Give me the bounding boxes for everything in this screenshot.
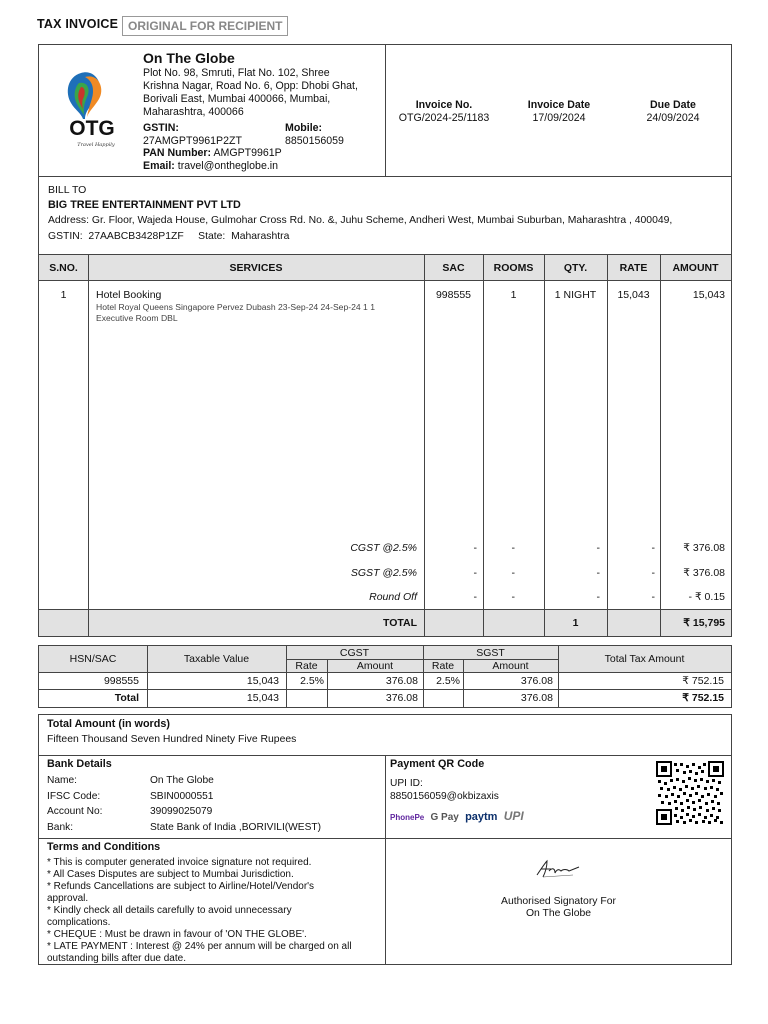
tax-row-sgst-rate: 2.5%: [436, 675, 460, 687]
tax-summary-table: [38, 645, 732, 708]
tax-row-total: ₹ 752.15: [682, 675, 724, 687]
roundoff-rooms: -: [511, 591, 515, 603]
bank-name-value: On The Globe: [150, 775, 214, 786]
services-table: [38, 254, 732, 637]
header-services: SERVICES: [229, 262, 283, 274]
item-sno: 1: [60, 289, 67, 301]
tax-header-sgst: SGST: [476, 647, 505, 659]
bank-payment-section: [38, 755, 732, 839]
tax-header-cgst: CGST: [339, 647, 370, 659]
header-sac: SAC: [442, 262, 465, 274]
bill-to-name: BIG TREE ENTERTAINMENT PVT LTD: [48, 199, 241, 211]
item-sac: 998555: [435, 289, 472, 301]
tax-row-taxable: 15,043: [246, 675, 279, 687]
gstin-value: 27AMGPT9961P2ZT: [143, 134, 242, 147]
email-line: [143, 160, 278, 172]
item-amount: 15,043: [692, 289, 725, 301]
roundoff-rate: -: [651, 591, 655, 603]
tax-header-sgst-rate: Rate: [431, 660, 455, 672]
terms-line: * CHEQUE : Must be drawn in favour of 'ON THE GLOBE'.: [47, 929, 307, 940]
terms-line: approval.: [47, 893, 89, 904]
header-amount: AMOUNT: [672, 262, 719, 274]
payment-apps: [390, 809, 524, 823]
tax-row-sgst-amount: 376.08: [520, 675, 553, 687]
item-qty: 1 NIGHT: [554, 289, 597, 301]
ifsc-label: IFSC Code:: [47, 791, 101, 802]
terms-list: [47, 857, 381, 965]
cgst-sac: -: [473, 542, 477, 554]
column-divider: [88, 255, 89, 636]
company-name: On The Globe: [143, 50, 235, 66]
invoice-date-label: Invoice Date: [527, 99, 591, 111]
roundoff-qty: -: [596, 591, 600, 603]
upi-label: UPI ID:: [390, 778, 423, 789]
tax-total-cgst: 376.08: [385, 692, 418, 704]
column-divider: [385, 756, 386, 838]
roundoff-label: Round Off: [369, 591, 417, 603]
tax-total-sgst: 376.08: [520, 692, 553, 704]
paytm-logo: paytm: [465, 811, 498, 823]
email-label: Email:: [143, 160, 175, 172]
invoice-date-block: [509, 99, 609, 124]
account-label: Account No:: [47, 806, 103, 817]
invoice-number-label: Invoice No.: [415, 99, 473, 111]
cgst-amount: ₹ 376.08: [683, 542, 725, 554]
tax-header-cgst-amount: Amount: [356, 660, 394, 672]
payment-qr-title: Payment QR Code: [390, 758, 485, 770]
tax-header-sgst-amount: Amount: [492, 660, 529, 672]
bill-to-label: BILL TO: [48, 184, 87, 196]
row-divider: [39, 689, 731, 690]
signature-icon: [533, 857, 583, 881]
bank-value: State Bank of India ,BORIVILI(WEST): [150, 822, 321, 833]
sgst-amount: ₹ 376.08: [683, 567, 725, 579]
terms-title: Terms and Conditions: [47, 841, 161, 853]
sgst-sac: -: [473, 567, 477, 579]
terms-line: complications.: [47, 917, 111, 928]
signatory-line2: On The Globe: [525, 908, 592, 919]
company-section: [38, 44, 732, 177]
due-date: 24/09/2024: [646, 111, 700, 124]
bank-title: Bank Details: [47, 758, 112, 770]
cgst-rooms: -: [511, 542, 515, 554]
mobile-block: [285, 122, 344, 147]
header-rooms: ROOMS: [493, 262, 534, 274]
logo-tagline: Travel Happily: [77, 142, 115, 148]
due-date-label: Due Date: [650, 99, 696, 111]
invoice-number-block: [391, 99, 497, 124]
original-badge: ORIGINAL FOR RECIPIENT: [122, 16, 288, 36]
bill-to-gstin: GSTIN: 27AABCB3428P1ZF State: Maharashtra: [48, 231, 290, 242]
roundoff-sac: -: [473, 591, 477, 603]
total-qty: 1: [572, 617, 579, 629]
total-label: TOTAL: [382, 617, 417, 629]
divider: [385, 45, 386, 176]
item-desc-line: Hotel Royal Queens Singapore Pervez Dubash 23-Sep-24 24-Sep-24 1 1: [96, 302, 375, 312]
item-desc-line: Executive Room DBL: [96, 313, 178, 323]
tax-header-taxable: Taxable Value: [183, 653, 250, 665]
words-value: Fifteen Thousand Seven Hundred Ninety Five Rupees: [47, 734, 297, 745]
account-value: 39099025079: [150, 806, 213, 817]
header-sno: S.NO.: [49, 262, 78, 274]
words-label: Total Amount (in words): [47, 718, 170, 730]
sgst-qty: -: [596, 567, 600, 579]
item-title: Hotel Booking: [96, 289, 162, 301]
bill-to-section: [38, 176, 732, 255]
company-logo: [59, 69, 125, 149]
terms-line: * Refunds Cancellations are subject to Airline/Hotel/Vendor's: [47, 881, 315, 892]
tax-header-cgst-rate: Rate: [295, 660, 318, 672]
pan-value: AMGPT9961P: [213, 147, 282, 159]
amount-in-words: [38, 714, 732, 756]
tax-total-amount: ₹ 752.15: [682, 692, 724, 704]
logo-text: OTG: [69, 117, 115, 140]
otg-logo-icon: [59, 69, 125, 149]
invoice-date: 17/09/2024: [532, 111, 586, 124]
terms-line: * All Cases Disputes are subject to Mumbai Jurisdiction.: [47, 869, 294, 880]
total-amount: ₹ 15,795: [683, 617, 725, 629]
payment-qr-code[interactable]: [656, 761, 724, 825]
tax-row-cgst-rate: 2.5%: [300, 675, 324, 687]
tax-total-label: Total: [114, 692, 139, 704]
terms-line: * This is computer generated invoice signature not required.: [47, 857, 312, 868]
sgst-label: SGST @2.5%: [350, 567, 417, 579]
invoice-number: OTG/2024-25/1183: [398, 111, 490, 124]
sgst-rate: -: [651, 567, 655, 579]
gstin-label: GSTIN:: [143, 122, 179, 134]
tax-header-total: Total Tax Amount: [604, 653, 685, 665]
roundoff-amount: - ₹ 0.15: [688, 591, 725, 603]
bank-name-label: Name:: [47, 775, 78, 786]
pan-line: [143, 147, 282, 159]
item-rooms: 1: [510, 289, 517, 301]
ifsc-value: SBIN0000551: [150, 791, 214, 802]
due-date-block: [623, 99, 723, 124]
address-line: Krishna Nagar, Road No. 6, Opp: Dhobi Ghat,: [143, 80, 358, 92]
terms-section: [38, 838, 732, 965]
signatory-line1: Authorised Signatory For: [501, 896, 616, 907]
sgst-rooms: -: [511, 567, 515, 579]
row-divider: [39, 672, 731, 673]
terms-line: outstanding bills after due date.: [47, 953, 186, 964]
bank-label: Bank:: [47, 822, 74, 833]
address-line: Maharashtra, 400066: [143, 106, 244, 118]
tax-row-hsn: 998555: [103, 675, 139, 687]
company-address: [143, 67, 379, 119]
item-rate: 15,043: [617, 289, 650, 301]
cgst-rate: -: [651, 542, 655, 554]
mobile-label: Mobile:: [285, 122, 323, 134]
cgst-qty: -: [596, 542, 600, 554]
terms-line: * Kindly check all details carefully to avoid unnecessary: [47, 905, 292, 916]
phonepe-logo: PhonePe: [390, 813, 425, 822]
address-line: Plot No. 98, Smruti, Flat No. 102, Shree: [143, 67, 330, 79]
upi-logo: UPI: [503, 809, 524, 823]
bill-to-address: Address: Gr. Floor, Wajeda House, Gulmohar Cross Rd. No. &, Juhu Scheme, Andheri West, Mumbai Suburban, Maharashtra , 400049,: [48, 215, 673, 226]
terms-line: * LATE PAYMENT : Interest @ 24% per annum will be charged on all: [47, 941, 352, 952]
item-description: [96, 302, 375, 324]
cgst-label: CGST @2.5%: [350, 542, 417, 554]
upi-id: 8850156059@okbizaxis: [390, 791, 499, 802]
gpay-logo: G Pay: [430, 812, 459, 823]
address-line: Borivali East, Mumbai 400066, Mumbai,: [143, 93, 331, 105]
header-rate: RATE: [619, 262, 648, 274]
header-qty: QTY.: [563, 262, 588, 274]
pan-label: PAN Number:: [143, 147, 212, 159]
tax-header-hsn: HSN/SAC: [69, 653, 117, 665]
tax-row-cgst-amount: 376.08: [385, 675, 418, 687]
mobile-value: 8850156059: [285, 134, 344, 147]
email-value: travel@ontheglobe.in: [177, 160, 279, 172]
document-title: TAX INVOICE: [37, 17, 119, 31]
tax-total-taxable: 15,043: [246, 692, 279, 704]
